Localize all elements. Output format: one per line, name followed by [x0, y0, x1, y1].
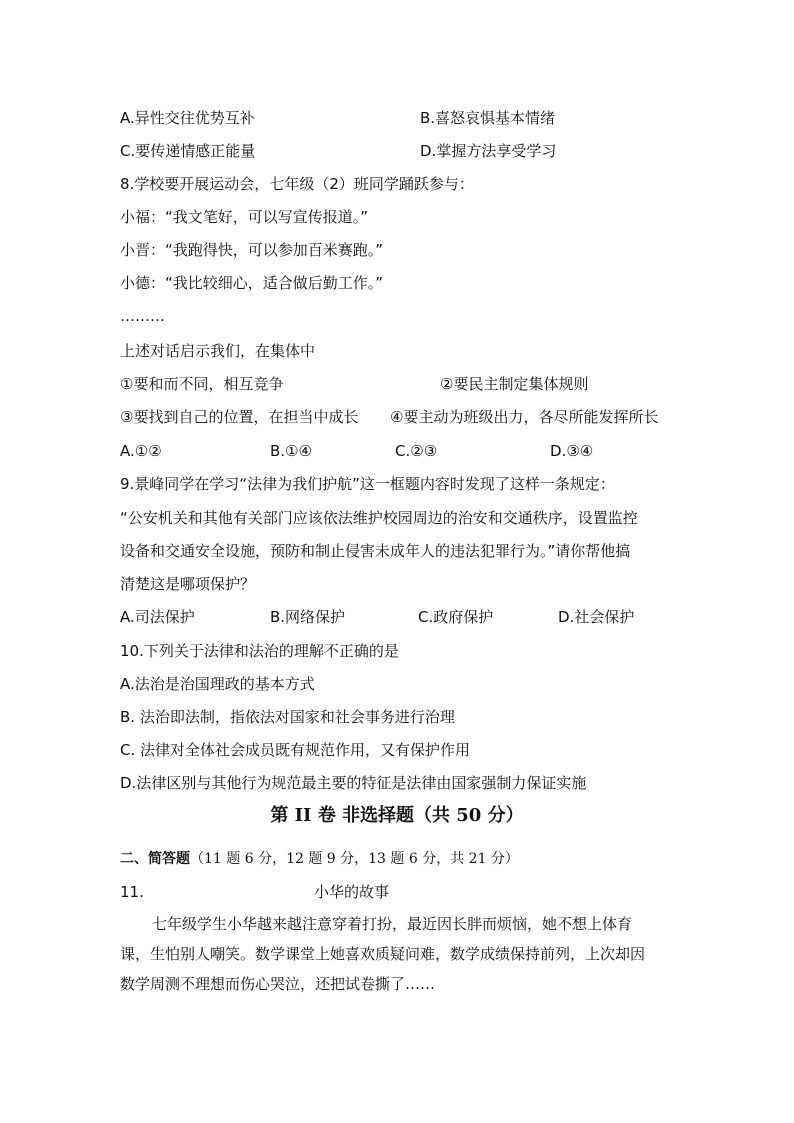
q10-option-c: C. 法律对全体社会成员既有规范作用，又有保护作用 — [120, 741, 471, 759]
section-2-detail: （11 题 6 分，12 题 9 分，13 题 6 分，共 21 分） — [190, 851, 519, 867]
section-2-label: 二、简答题 — [120, 851, 190, 867]
q8-option-a: A.①② — [120, 442, 162, 460]
section-2-heading — [120, 849, 519, 869]
q11-paragraph-line-1: 七年级学生小华越来越注意穿着打扮，最近因长胖而烦恼，她不想上体育 — [152, 915, 633, 933]
q7-option-c: C.要传递情感正能量 — [120, 142, 256, 160]
q9-option-c: C.政府保护 — [418, 608, 494, 626]
q10-option-a: A.法治是治国理政的基本方式 — [120, 675, 315, 693]
q11-number: 11. — [120, 883, 144, 901]
q11-title: 小华的故事 — [314, 883, 390, 901]
q8-dialogue-1: 小福：“我文笔好，可以写宣传报道。” — [120, 208, 369, 226]
q8-stem: 8.学校要开展运动会，七年级（2）班同学踊跃参与： — [120, 175, 474, 193]
q8-statement-4: ④要主动为班级出力，各尽所能发挥所长 — [390, 408, 659, 426]
q7-option-b: B.喜怒哀惧基本情绪 — [420, 109, 556, 127]
q9-option-b: B.网络保护 — [270, 608, 346, 626]
q7-option-d: D.掌握方法享受学习 — [420, 142, 557, 160]
q11-paragraph-line-3: 数学周测不理想而伤心哭泣，还把试卷撕了…… — [120, 975, 436, 993]
q9-option-d: D.社会保护 — [558, 608, 635, 626]
q8-question: 上述对话启示我们，在集体中 — [120, 342, 316, 360]
q10-stem: 10.下列关于法律和法治的理解不正确的是 — [120, 642, 399, 660]
q10-option-b: B. 法治即法制，指依法对国家和社会事务进行治理 — [120, 708, 455, 726]
q9-line-3: 设备和交通安全设施，预防和制止侵害未成年人的违法犯罪行为。”请你帮他搞 — [120, 542, 631, 560]
q10-option-d: D.法律区别与其他行为规范最主要的特征是法律由国家强制力保证实施 — [120, 774, 587, 792]
q11-paragraph-line-2: 课，生怕别人嘲笑。数学课堂上她喜欢质疑问难，数学成绩保持前列，上次却因 — [120, 945, 646, 963]
q7-option-a: A.异性交往优势互补 — [120, 109, 255, 127]
q8-ellipsis: ……… — [120, 307, 165, 325]
part-2-title: 第 II 卷 非选择题（共 50 分） — [270, 805, 524, 826]
q9-line-4: 清楚这是哪项保护？ — [120, 575, 256, 593]
q8-option-d: D.③④ — [550, 442, 594, 460]
q8-statement-1: ①要和而不同，相互竞争 — [120, 375, 284, 393]
q8-statement-2: ②要民主制定集体规则 — [440, 375, 589, 393]
q8-option-b: B.①④ — [270, 442, 312, 460]
q9-option-a: A.司法保护 — [120, 608, 195, 626]
q9-line-2: “公安机关和其他有关部门应该依法维护校园周边的治安和交通秩序，设置监控 — [120, 509, 638, 527]
q8-option-c: C.②③ — [395, 442, 438, 460]
q9-line-1: 9.景峰同学在学习“法律为我们护航”这一框题内容时发现了这样一条规定： — [120, 475, 615, 493]
q8-dialogue-2: 小晋：“我跑得快，可以参加百米赛跑。” — [120, 241, 384, 259]
q8-statement-3: ③要找到自己的位置，在担当中成长 — [120, 408, 359, 426]
q8-dialogue-3: 小德：“我比较细心，适合做后勤工作。” — [120, 274, 384, 292]
